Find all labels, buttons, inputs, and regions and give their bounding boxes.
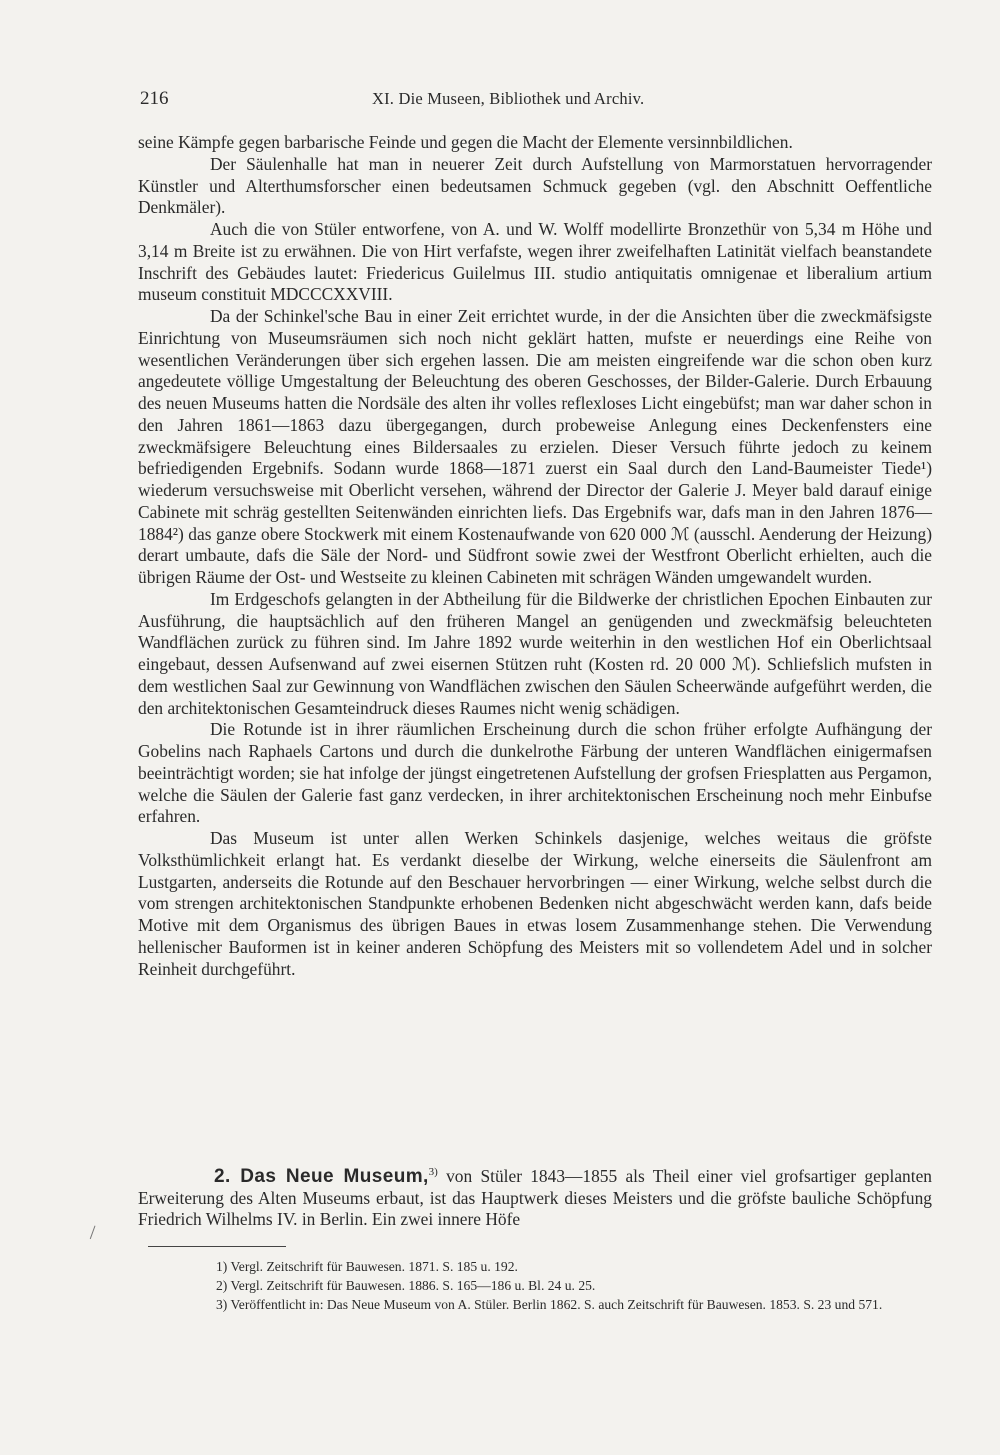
footnote: 3) Veröffentlicht in: Das Neue Museum von A. Stüler. Berlin 1862. S. auch Zeitschrift für Bauwesen. 1853. S. 23 und 571. bbox=[216, 1297, 883, 1312]
paragraph: seine Kämpfe gegen barbarische Feinde und gegen die Macht der Elemente versinnbildlichen. bbox=[138, 132, 793, 152]
footnote-divider bbox=[148, 1246, 286, 1247]
footnote: 1) Vergl. Zeitschrift für Bauwesen. 1871. S. 185 u. 192. bbox=[216, 1259, 518, 1274]
running-header: XI. Die Museen, Bibliothek und Archiv. bbox=[372, 89, 645, 108]
footnote-ref: 3) bbox=[428, 1166, 438, 1178]
paragraph: Die Rotunde ist in ihrer räumlichen Erscheinung durch die schon früher erfolgte Aufhängung der Gobelins nach Raphaels Cartons und durch die dunkelrothe Färbung der unteren Wandflächen einigermafsen beeinträchtigt worden; sie hat infolge der jüngst eingetretenen Aufstellung der grofsen Friesplatten aus Pergamon, welche die Säulen der Galerie fast ganz verdecken, in ihrer architektonischen Erscheinung noch mehr Einbufse erfahren. bbox=[138, 719, 932, 827]
page-number: 216 bbox=[140, 88, 169, 109]
section-neues-museum bbox=[138, 1162, 932, 1231]
paragraph: Da der Schinkel'sche Bau in einer Zeit errichtet wurde, in der die Ansichten über die zweckmäfsigste Einrichtung von Museumsräumen sich noch nicht geklärt hatten, mufste er neuerdings eine Reihe von wesentlichen Veränderungen über sich ergehen lassen. Die am meisten eingreifende war die schon oben kurz angedeutete völlige Umgestaltung der Beleuchtung des oberen Geschosses, der Bilder-Galerie. Durch Erbauung des neuen Museums hatten die Nordsäle des alten ihr volles reflexloses Licht eingebüfst; man war daher schon in den Jahren 1861—1863 dazu übergegangen, durch probeweise Anlegung eines Deckenfensters eine zweckmäfsigere Beleuchtung eines Bildersaales zu erzielen. Dieser Versuch führte jedoch zu keinem befriedigenden Ergebnifs. Sodann wurde 1868—1871 zuerst ein Saal durch den Land-Baumeister Tiede¹) wiederum versuchsweise mit Oberlicht versehen, während der Director der Galerie J. Meyer bald darauf einige Cabinete mit schräg gestellten Seitenwänden einrichten liefs. Das Ergebnifs war, dafs man in den Jahren 1876—1884²) das ganze obere Stockwerk mit einem Kostenaufwande von 620 000 ℳ (ausschl. Aenderung der Heizung) derart umbaute, dafs die Säle der Nord- und Südfront sowie zwei der Westfront Oberlicht erhielten, auch die übrigen Räume der Ost- und Westseite zu kleinen Cabineten mit schrägen Wänden umgewandelt wurden. bbox=[138, 306, 932, 587]
paragraph: Auch die von Stüler entworfene, von A. und W. Wolff modellirte Bronzethür von 5,34 m Höhe und 3,14 m Breite ist zu erwähnen. Die von Hirt verfafste, wegen ihrer zweifelhaften Latinität vielfach beanstandete Inschrift des Gebäudes lautet: Friedericus Guilelmus III. studio antiquitatis omnigenae et liberalium artium museum constituit MDCCCXXVIII. bbox=[138, 219, 932, 305]
paragraph: Der Säulenhalle hat man in neuerer Zeit durch Aufstellung von Marmorstatuen hervorragender Künstler und Alterthumsforscher einen bedeutsamen Schmuck gegeben (vgl. den Abschnitt Oeffentliche Denkmäler). bbox=[138, 153, 932, 218]
section-paragraph bbox=[138, 1162, 932, 1231]
section-heading: 2. Das Neue Museum, bbox=[214, 1165, 429, 1187]
margin-mark bbox=[90, 1226, 99, 1241]
footnotes bbox=[138, 1257, 932, 1314]
body-text bbox=[138, 132, 932, 980]
paragraph: Im Erdgeschofs gelangten in der Abtheilung für die Bildwerke der christlichen Epochen Einbauten zur Ausführung, die hauptsächlich auf den früheren Mangel an genügenden und zweckmäfsig beleuchteten Wandflächen zurück zu führen sind. Im Jahre 1892 wurde weiterhin in den westlichen Hof ein Oberlichtsaal eingebaut, dessen Aufsenwand auf zwei eisernen Stützen ruht (Kosten rd. 20 000 ℳ). Schliefslich mufsten in dem westlichen Saal zur Gewinnung von Wandflächen zwischen den Säulen Scheerwände aufgeführt werden, die den architektonischen Gesamteindruck dieses Raumes nicht wenig schädigen. bbox=[138, 588, 932, 718]
section-text: von Stüler 1843—1855 als Theil einer viel grofsartiger geplanten Erweiterung des Alten Museums erbaut, ist das Hauptwerk dieses Meisters und die gröfste bauliche Schöpfung Friedrich Wilhelms IV. in Berlin. Ein zwei innere Höfe bbox=[138, 1165, 932, 1230]
footnote: 2) Vergl. Zeitschrift für Bauwesen. 1886. S. 165—186 u. Bl. 24 u. 25. bbox=[216, 1278, 596, 1293]
paragraph: Das Museum ist unter allen Werken Schinkels dasjenige, welches weitaus die gröfste Volksthümlichkeit erlangt hat. Es verdankt dieselbe der Wirkung, welche einerseits die Säulenfront am Lustgarten, anderseits die Rotunde auf den Beschauer hervorbringen — einer Wirkung, welche selbst durch die vom strengen architektonischen Standpunkte erhobenen Bedenken nicht abgeschwächt werden kann, dafs beide Motive mit dem Organismus des übrigen Baues in etwas losem Zusammenhange stehen. Die Verwendung hellenischer Bauformen ist in keiner anderen Schöpfung des Meisters mit so vollendetem Adel und in solcher Reinheit durchgeführt. bbox=[138, 828, 932, 979]
